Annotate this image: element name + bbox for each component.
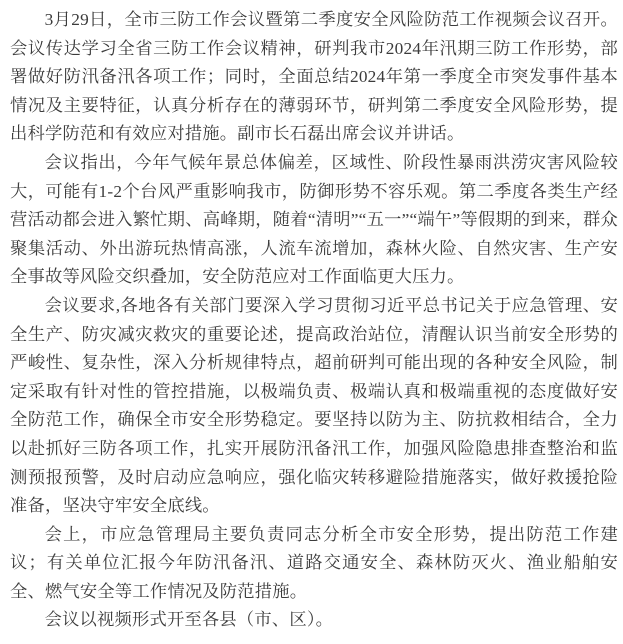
paragraph-video-note: 会议以视频形式开至各县（市、区）。 (44, 610, 334, 630)
paragraph-meeting-pointed-out: 会议指出，今年气候年景总体偏差，区域性、阶段性暴雨洪涝灾害风险较大，可能有1-2个台风严重影响我市，防御形势不容乐观。第二季度各类生产经营活动都会进入繁忙期、高峰期，随着“清明”“五一”“端午”等假期的到来，群众聚集活动、外出游玩热情高涨，人流车流增加，森林火险、自然灾害、生产安全事故等风险交织叠加，安全防范应对工作面临更大压力。 (10, 152, 618, 287)
paragraph-meeting-requirements: 会议要求,各地各有关部门要深入学习贯彻习近平总书记关于应急管理、安全生产、防灾减灾救灾的重要论述，提高政治站位，清醒认识当前安全形势的严峻性、复杂性，深入分析规律特点，超前研判可能出现的各种安全风险，制定采取有针对性的管控措施，以极端负责、极端认真和极端重视的态度做好安全防范工作，确保全市安全形势稳定。要坚持以防为主、防抗救相结合，全力以赴抓好三防各项工作，扎实开展防汛备汛工作，加强风险隐患排查整治和监测预报预警，及时启动应急响应，强化临灾转移避险措施落实，做好救援抢险准备，坚决守牢安全底线。 (10, 295, 618, 516)
paragraph-meeting-opening: 3月29日，全市三防工作会议暨第二季度安全风险防范工作视频会议召开。会议传达学习全省三防工作会议精神，研判我市2024年汛期三防工作形势，部署做好防汛备汛各项工作；同时，全面总结2024年第一季度全市突发事件基本情况及主要特征，认真分析存在的薄弱环节，研判第二季度安全风险形势，提出科学防范和有效应对措施。副市长石磊出席会议并讲话。 (10, 10, 618, 144)
paragraph-meeting-reports: 会上，市应急管理局主要负责同志分析全市安全形势，提出防范工作建议；有关单位汇报今年防汛备汛、道路交通安全、森林防灭火、渔业船舶安全、燃气安全等工作情况及防范措施。 (10, 524, 618, 601)
